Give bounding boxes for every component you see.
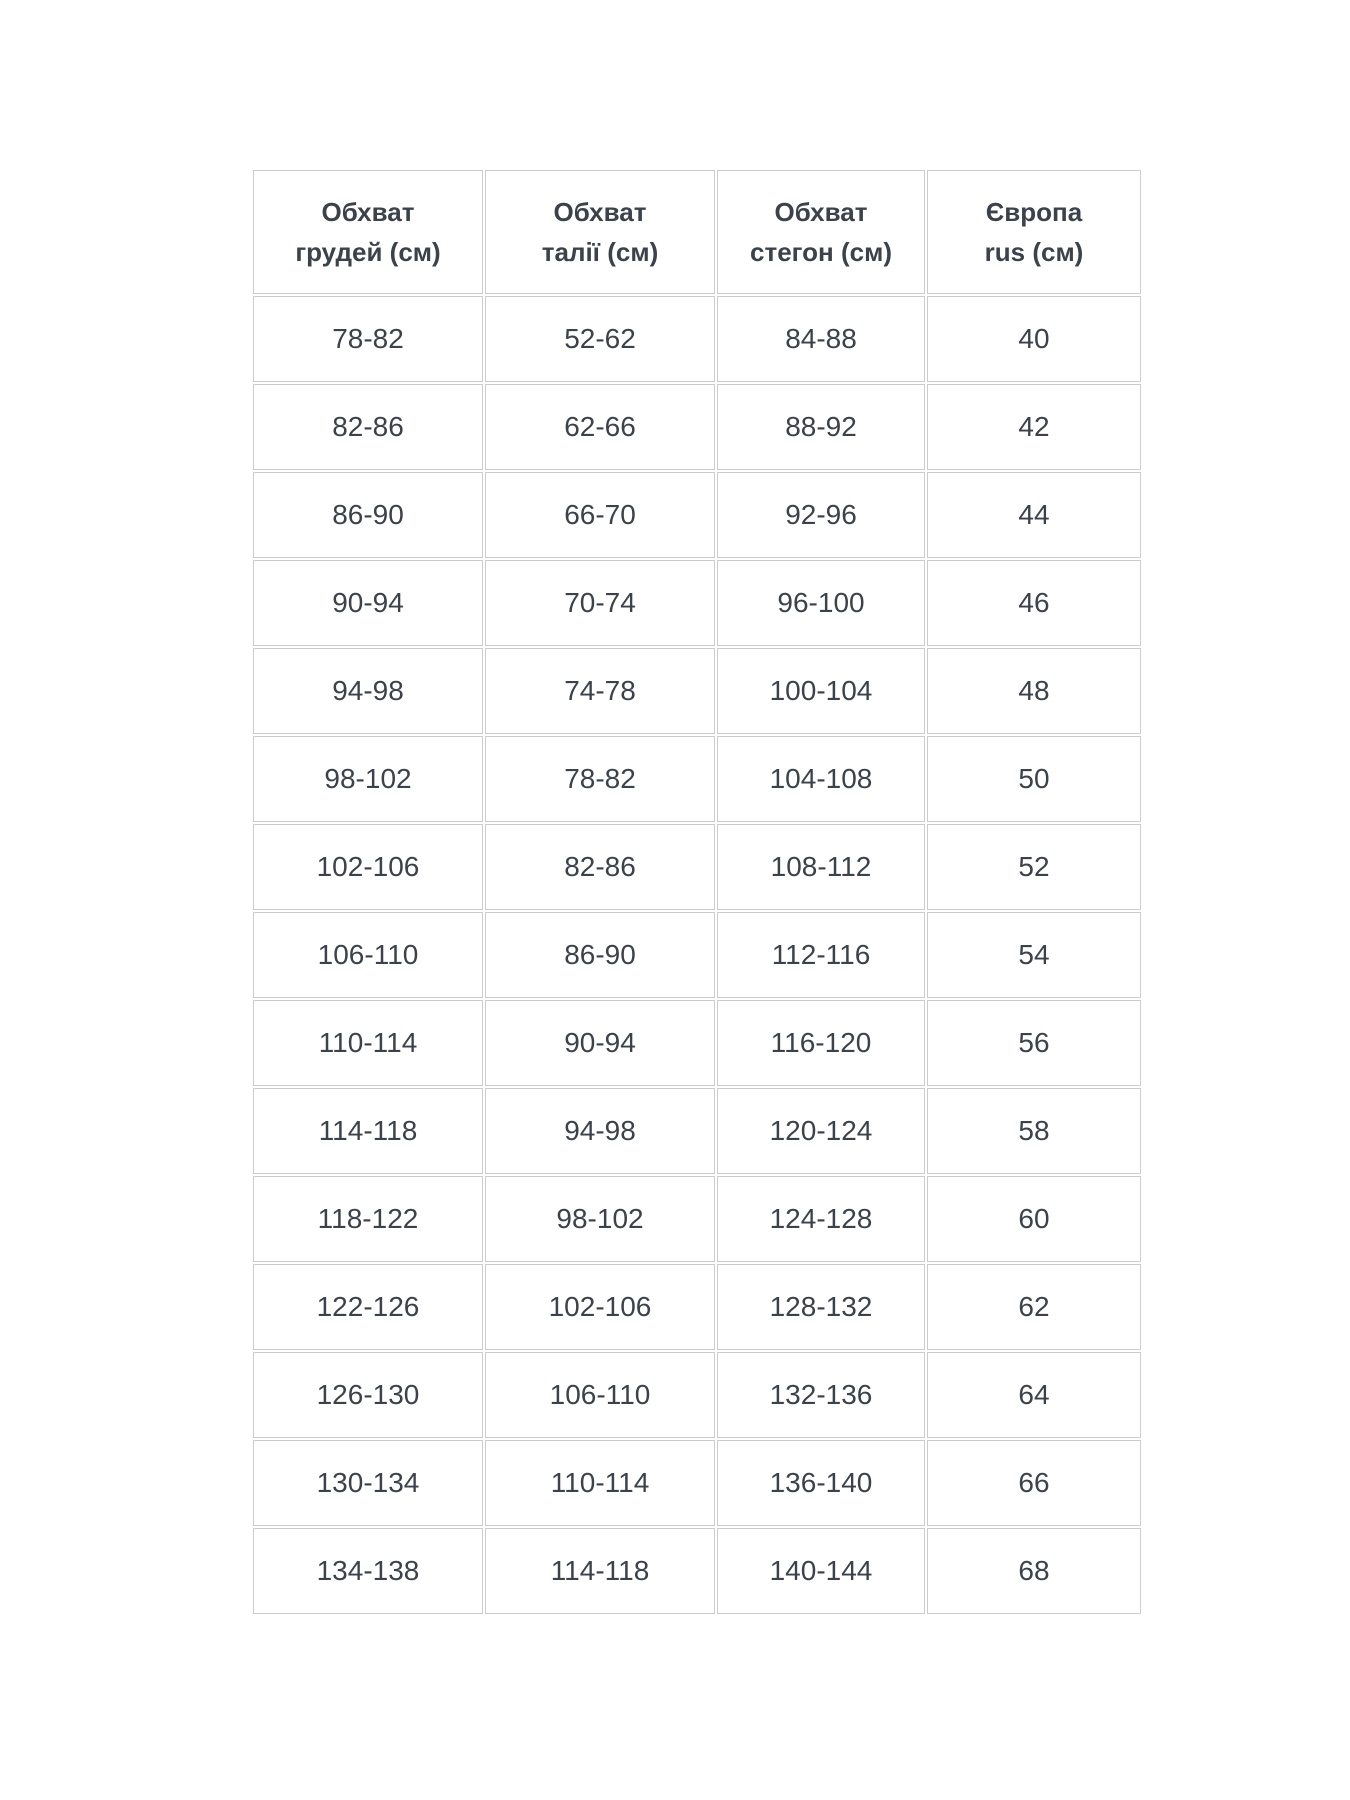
table-row <box>253 296 1141 382</box>
table-cell: 122-126 <box>253 1264 483 1350</box>
table-cell: 48 <box>927 648 1141 734</box>
table-cell: 120-124 <box>717 1088 925 1174</box>
table-cell: 96-100 <box>717 560 925 646</box>
table-cell: 70-74 <box>485 560 715 646</box>
size-table-head <box>253 170 1141 294</box>
column-header-line: Обхват <box>553 197 647 227</box>
table-cell: 62-66 <box>485 384 715 470</box>
table-row <box>253 1352 1141 1438</box>
table-cell: 130-134 <box>253 1440 483 1526</box>
table-cell: 40 <box>927 296 1141 382</box>
table-row <box>253 1000 1141 1086</box>
column-header-line: Обхват <box>321 197 415 227</box>
column-header-line: стегон (см) <box>750 237 892 267</box>
table-cell: 110-114 <box>485 1440 715 1526</box>
table-cell: 84-88 <box>717 296 925 382</box>
table-cell: 94-98 <box>253 648 483 734</box>
table-cell: 132-136 <box>717 1352 925 1438</box>
column-header <box>485 170 715 294</box>
table-row <box>253 824 1141 910</box>
table-cell: 46 <box>927 560 1141 646</box>
table-row <box>253 472 1141 558</box>
table-row <box>253 1440 1141 1526</box>
table-cell: 104-108 <box>717 736 925 822</box>
table-cell: 88-92 <box>717 384 925 470</box>
table-cell: 94-98 <box>485 1088 715 1174</box>
table-cell: 124-128 <box>717 1176 925 1262</box>
table-row <box>253 560 1141 646</box>
size-table-body <box>253 296 1141 1614</box>
table-cell: 42 <box>927 384 1141 470</box>
table-cell: 78-82 <box>485 736 715 822</box>
table-cell: 112-116 <box>717 912 925 998</box>
table-cell: 106-110 <box>485 1352 715 1438</box>
table-cell: 116-120 <box>717 1000 925 1086</box>
table-row <box>253 384 1141 470</box>
table-cell: 114-118 <box>253 1088 483 1174</box>
table-cell: 62 <box>927 1264 1141 1350</box>
table-cell: 140-144 <box>717 1528 925 1614</box>
table-cell: 74-78 <box>485 648 715 734</box>
table-row <box>253 1528 1141 1614</box>
table-cell: 52 <box>927 824 1141 910</box>
table-cell: 82-86 <box>485 824 715 910</box>
table-cell: 102-106 <box>485 1264 715 1350</box>
column-header-line: Обхват <box>774 197 868 227</box>
table-cell: 98-102 <box>253 736 483 822</box>
table-cell: 108-112 <box>717 824 925 910</box>
column-header-line: rus (см) <box>984 237 1084 267</box>
table-cell: 114-118 <box>485 1528 715 1614</box>
table-cell: 136-140 <box>717 1440 925 1526</box>
table-cell: 102-106 <box>253 824 483 910</box>
size-table <box>251 168 1143 1616</box>
size-table-container <box>251 168 1143 1616</box>
table-cell: 126-130 <box>253 1352 483 1438</box>
table-cell: 52-62 <box>485 296 715 382</box>
table-row <box>253 1088 1141 1174</box>
table-row <box>253 648 1141 734</box>
column-header <box>253 170 483 294</box>
table-cell: 98-102 <box>485 1176 715 1262</box>
table-cell: 56 <box>927 1000 1141 1086</box>
table-cell: 66-70 <box>485 472 715 558</box>
table-cell: 44 <box>927 472 1141 558</box>
size-table-head-row <box>253 170 1141 294</box>
table-cell: 66 <box>927 1440 1141 1526</box>
table-cell: 118-122 <box>253 1176 483 1262</box>
table-cell: 86-90 <box>485 912 715 998</box>
table-cell: 68 <box>927 1528 1141 1614</box>
table-cell: 128-132 <box>717 1264 925 1350</box>
table-cell: 86-90 <box>253 472 483 558</box>
table-row <box>253 736 1141 822</box>
table-cell: 82-86 <box>253 384 483 470</box>
table-cell: 60 <box>927 1176 1141 1262</box>
table-cell: 110-114 <box>253 1000 483 1086</box>
column-header-line: Європа <box>985 197 1083 227</box>
table-cell: 54 <box>927 912 1141 998</box>
table-cell: 90-94 <box>485 1000 715 1086</box>
column-header-line: грудей (см) <box>295 237 441 267</box>
table-row <box>253 1176 1141 1262</box>
table-cell: 134-138 <box>253 1528 483 1614</box>
table-cell: 50 <box>927 736 1141 822</box>
table-row <box>253 1264 1141 1350</box>
table-cell: 64 <box>927 1352 1141 1438</box>
column-header-line: талії (см) <box>541 237 659 267</box>
table-cell: 100-104 <box>717 648 925 734</box>
table-row <box>253 912 1141 998</box>
table-cell: 78-82 <box>253 296 483 382</box>
column-header <box>927 170 1141 294</box>
table-cell: 92-96 <box>717 472 925 558</box>
table-cell: 58 <box>927 1088 1141 1174</box>
column-header <box>717 170 925 294</box>
table-cell: 106-110 <box>253 912 483 998</box>
table-cell: 90-94 <box>253 560 483 646</box>
